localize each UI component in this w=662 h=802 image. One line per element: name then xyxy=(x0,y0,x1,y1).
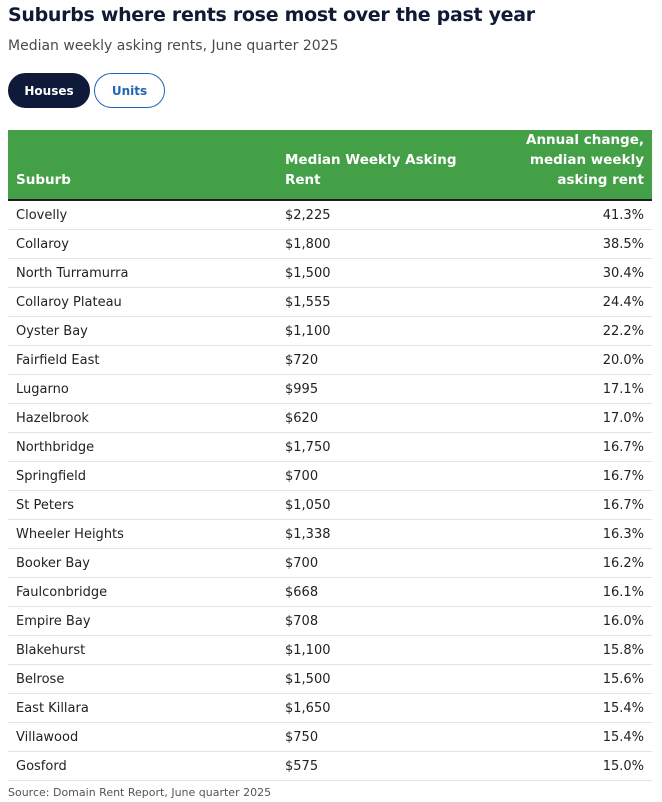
property-type-toggle xyxy=(8,73,165,108)
cell-suburb: East Killara xyxy=(8,694,277,723)
table-row xyxy=(8,549,652,578)
cell-change: 15.6% xyxy=(496,665,652,694)
cell-rent: $1,500 xyxy=(277,259,496,288)
cell-change: 16.7% xyxy=(496,433,652,462)
column-header-change[interactable]: Annual change, median weekly asking rent xyxy=(496,130,652,200)
table-row xyxy=(8,665,652,694)
cell-rent: $1,750 xyxy=(277,433,496,462)
table-row xyxy=(8,317,652,346)
table-row xyxy=(8,694,652,723)
cell-change: 41.3% xyxy=(496,200,652,230)
cell-suburb: Northbridge xyxy=(8,433,277,462)
cell-change: 16.3% xyxy=(496,520,652,549)
table-row xyxy=(8,200,652,230)
cell-suburb: Gosford xyxy=(8,752,277,781)
cell-change: 16.7% xyxy=(496,491,652,520)
source-note: Source: Domain Rent Report, June quarter 2025 xyxy=(8,786,272,799)
cell-change: 16.1% xyxy=(496,578,652,607)
cell-rent: $995 xyxy=(277,375,496,404)
cell-change: 24.4% xyxy=(496,288,652,317)
table-row xyxy=(8,752,652,781)
cell-change: 20.0% xyxy=(496,346,652,375)
cell-change: 15.4% xyxy=(496,723,652,752)
cell-rent: $750 xyxy=(277,723,496,752)
table-row xyxy=(8,520,652,549)
cell-suburb: Collaroy Plateau xyxy=(8,288,277,317)
table-row xyxy=(8,288,652,317)
rent-table xyxy=(8,130,652,781)
cell-change: 16.7% xyxy=(496,462,652,491)
chart-title: Suburbs where rents rose most over the past year xyxy=(8,4,535,26)
cell-rent: $1,555 xyxy=(277,288,496,317)
cell-suburb: Fairfield East xyxy=(8,346,277,375)
table-row xyxy=(8,259,652,288)
cell-rent: $668 xyxy=(277,578,496,607)
cell-change: 22.2% xyxy=(496,317,652,346)
table-row xyxy=(8,578,652,607)
cell-suburb: North Turramurra xyxy=(8,259,277,288)
cell-rent: $575 xyxy=(277,752,496,781)
table-row xyxy=(8,375,652,404)
table-row xyxy=(8,230,652,259)
cell-suburb: Wheeler Heights xyxy=(8,520,277,549)
cell-change: 17.1% xyxy=(496,375,652,404)
cell-rent: $1,500 xyxy=(277,665,496,694)
table-row xyxy=(8,723,652,752)
table-row xyxy=(8,346,652,375)
cell-suburb: Springfield xyxy=(8,462,277,491)
cell-rent: $1,338 xyxy=(277,520,496,549)
cell-rent: $720 xyxy=(277,346,496,375)
table-row xyxy=(8,636,652,665)
cell-suburb: Belrose xyxy=(8,665,277,694)
cell-rent: $620 xyxy=(277,404,496,433)
table-row xyxy=(8,404,652,433)
table-body xyxy=(8,200,652,781)
cell-suburb: Lugarno xyxy=(8,375,277,404)
cell-rent: $2,225 xyxy=(277,200,496,230)
cell-suburb: Faulconbridge xyxy=(8,578,277,607)
table-row xyxy=(8,462,652,491)
cell-rent: $1,100 xyxy=(277,636,496,665)
cell-rent: $1,800 xyxy=(277,230,496,259)
column-header-rent[interactable]: Median Weekly Asking Rent xyxy=(277,130,496,200)
units-toggle-button[interactable]: Units xyxy=(94,73,165,108)
houses-toggle-button[interactable]: Houses xyxy=(8,73,90,108)
cell-suburb: Blakehurst xyxy=(8,636,277,665)
cell-suburb: Clovelly xyxy=(8,200,277,230)
cell-change: 16.0% xyxy=(496,607,652,636)
cell-suburb: Villawood xyxy=(8,723,277,752)
cell-rent: $700 xyxy=(277,549,496,578)
cell-change: 38.5% xyxy=(496,230,652,259)
cell-suburb: Empire Bay xyxy=(8,607,277,636)
cell-change: 15.4% xyxy=(496,694,652,723)
cell-rent: $1,650 xyxy=(277,694,496,723)
cell-rent: $700 xyxy=(277,462,496,491)
table-row xyxy=(8,491,652,520)
cell-change: 30.4% xyxy=(496,259,652,288)
cell-suburb: Oyster Bay xyxy=(8,317,277,346)
cell-rent: $1,100 xyxy=(277,317,496,346)
table-row xyxy=(8,433,652,462)
cell-change: 15.0% xyxy=(496,752,652,781)
cell-suburb: Collaroy xyxy=(8,230,277,259)
column-header-suburb[interactable]: Suburb xyxy=(8,130,277,200)
cell-change: 17.0% xyxy=(496,404,652,433)
chart-subtitle: Median weekly asking rents, June quarter 2025 xyxy=(8,38,339,54)
cell-change: 16.2% xyxy=(496,549,652,578)
cell-suburb: Booker Bay xyxy=(8,549,277,578)
table-header-row xyxy=(8,130,652,200)
cell-suburb: St Peters xyxy=(8,491,277,520)
cell-rent: $1,050 xyxy=(277,491,496,520)
table-row xyxy=(8,607,652,636)
cell-suburb: Hazelbrook xyxy=(8,404,277,433)
cell-rent: $708 xyxy=(277,607,496,636)
cell-change: 15.8% xyxy=(496,636,652,665)
